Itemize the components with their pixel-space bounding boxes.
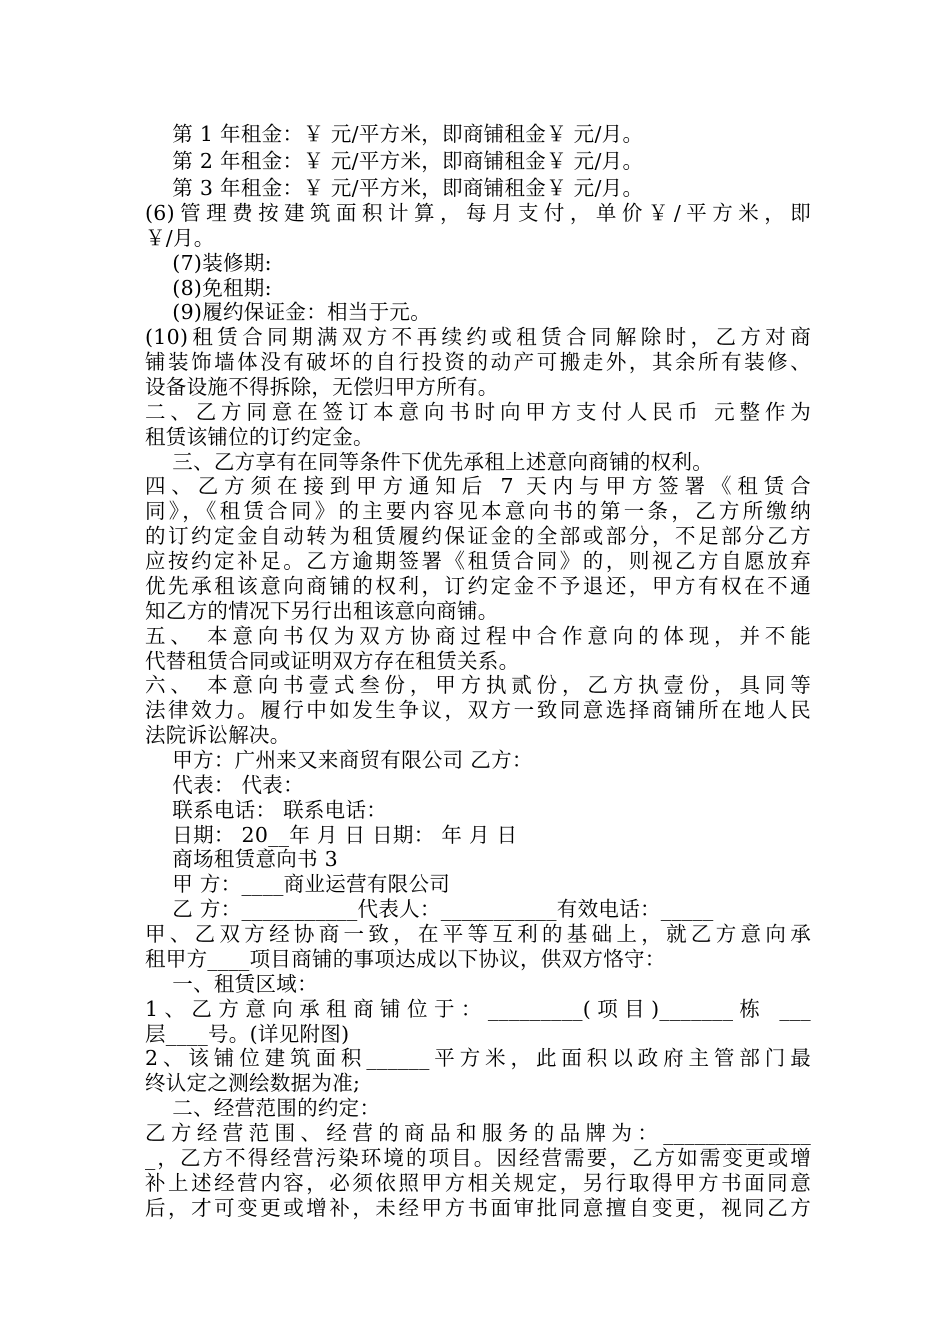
text-line: 乙方经营范围、经营的商品和服务的品牌为：______________	[145, 1121, 811, 1145]
text-line: (8)免租期:	[145, 276, 272, 300]
text-line: ￥/月。	[145, 226, 215, 250]
text-line: (9)履约保证金：相当于元。	[145, 300, 432, 324]
text-line: 二、乙方同意在签订本意向书时向甲方支付人民币 元整作为	[145, 400, 811, 424]
text-line: 法院诉讼解决。	[145, 723, 291, 747]
text-line: 二、经营范围的约定：	[145, 1096, 381, 1120]
text-line: 层____号。(详见附图)	[145, 1022, 350, 1046]
text-line: 后，才可变更或增补，未经甲方书面审批同意擅自变更，视同乙方	[145, 1196, 811, 1220]
text-line: 代表： 代表：	[145, 773, 304, 797]
text-line: 终认定之测绘数据为准;	[145, 1071, 361, 1095]
text-line: 日期： 20__年 月 日 日期： 年 月 日	[145, 823, 518, 847]
text-line: 应按约定补足。乙方逾期签署《租赁合同》的，则视乙方自愿放弃	[145, 549, 811, 573]
text-line: 第 2 年租金：￥ 元/平方米，即商铺租金￥ 元/月。	[145, 149, 644, 173]
text-line: 代替租赁合同或证明双方存在租赁关系。	[145, 649, 520, 673]
text-line: 知乙方的情况下另行出租该意向商铺。	[145, 599, 499, 623]
text-line: 六、 本意向书壹式叁份，甲方执贰份，乙方执壹份，具同等	[145, 673, 811, 697]
text-line: 甲、乙双方经协商一致，在平等互利的基础上，就乙方意向承	[145, 922, 811, 946]
text-line: (10)租赁合同期满双方不再续约或租赁合同解除时，乙方对商	[145, 325, 811, 349]
text-line: 第 1 年租金：￥ 元/平方米，即商铺租金￥ 元/月。	[145, 122, 644, 146]
text-line: _，乙方不得经营污染环境的项目。因经营需要，乙方如需变更或增	[145, 1146, 811, 1170]
text-line: 租赁该铺位的订约定金。	[145, 425, 374, 449]
text-line: (6)管理费按建筑面积计算，每月支付，单价￥/平方米，即	[145, 201, 811, 225]
text-line: 三、乙方享有在同等条件下优先承租上述意向商铺的权利。	[145, 450, 714, 474]
text-line: 四、乙方须在接到甲方通知后 7 天内与甲方签署《租赁合	[145, 474, 811, 498]
text-line: 五、 本意向书仅为双方协商过程中合作意向的体现，并不能	[145, 624, 811, 648]
text-line: 1、乙方意向承租商铺位于：_________(项目)_______栋 ___	[145, 997, 811, 1021]
text-line: 联系电话： 联系电话：	[145, 798, 388, 822]
text-line: 同》，《租赁合同》的主要内容见本意向书的第一条，乙方所缴纳	[145, 499, 811, 523]
text-line: 商场租赁意向书 3	[145, 847, 339, 871]
text-line: 铺装饰墙体没有破坏的自行投资的动产可搬走外，其余所有装修、	[145, 350, 811, 374]
text-line: 补上述经营内容，必须依照甲方相关规定，另行取得甲方书面同意	[145, 1171, 811, 1195]
text-line: 一、租赁区域：	[145, 972, 318, 996]
text-line: 甲方：广州来又来商贸有限公司 乙方：	[145, 748, 533, 772]
text-line: 第 3 年租金：￥ 元/平方米，即商铺租金￥ 元/月。	[145, 176, 644, 200]
text-line: 的订约定金自动转为租赁履约保证金的全部或部分，不足部分乙方	[145, 524, 811, 548]
text-line: (7)装修期:	[145, 251, 272, 275]
text-line: 乙 方：___________代表人：___________有效电话：_____	[145, 897, 714, 921]
text-line: 租甲方____项目商铺的事项达成以下协议，供双方恪守：	[145, 947, 666, 971]
text-line: 2、该铺位建筑面积______平方米，此面积以政府主管部门最	[145, 1046, 811, 1070]
text-line: 甲 方：____商业运营有限公司	[145, 872, 451, 896]
text-line: 法律效力。履行中如发生争议，双方一致同意选择商铺所在地人民	[145, 698, 811, 722]
text-line: 设备设施不得拆除，无偿归甲方所有。	[145, 375, 499, 399]
text-line: 优先承租该意向商铺的权利，订约定金不予退还，甲方有权在不通	[145, 574, 811, 598]
